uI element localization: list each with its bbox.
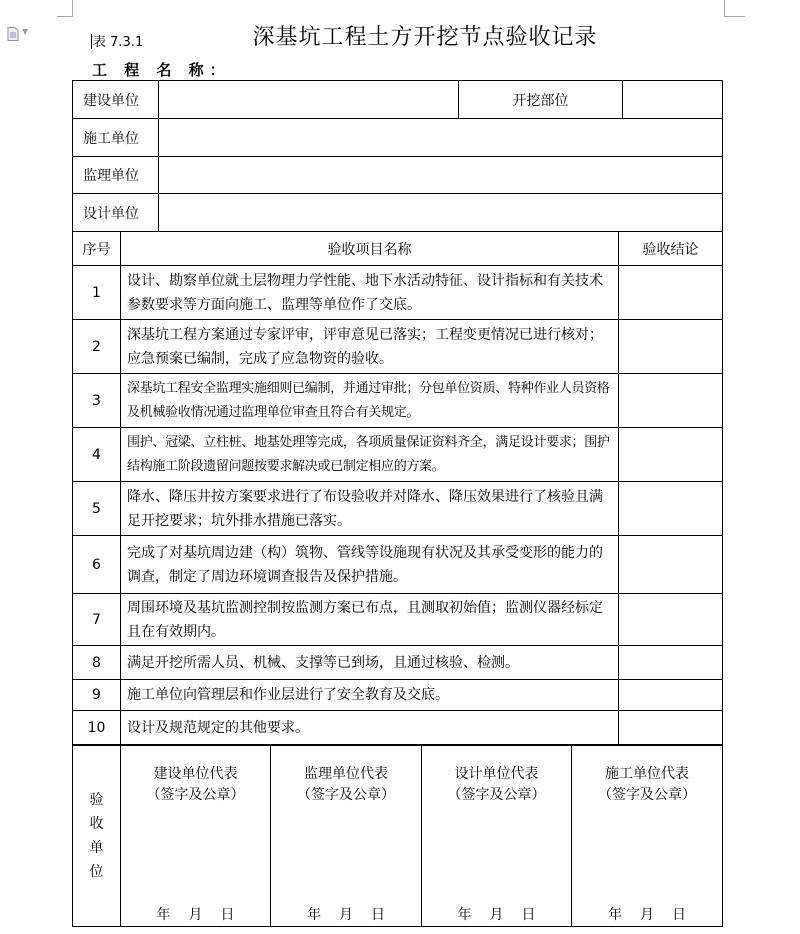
date-day: 日 [521,907,536,923]
table-number-text: 表 7.3.1 [93,35,144,50]
table-row [73,711,723,745]
date-day: 日 [220,907,235,923]
item-result[interactable] [619,536,723,594]
table-row [73,482,723,536]
item-no: 3 [73,374,121,428]
signature-row [73,746,723,927]
item-no: 6 [73,536,121,594]
table-row [73,646,723,680]
excavation-part-label: 开挖部位 [459,81,623,119]
item-text: 满足开挖所需人员、机械、支撑等已到场，且通过核验、检测。 [121,646,619,680]
item-no: 4 [73,428,121,482]
date-day: 日 [371,907,385,923]
signatory-title: 监理单位代表 [304,766,388,782]
item-text: 设计及规范规定的其他要求。 [121,711,619,745]
item-text: 降水、降压井按方案要求进行了布设验收并对降水、降压效果进行了核验且满足开挖要求；坑外排水措施已落实。 [121,482,619,536]
signatory-title: 施工单位代表 [605,766,689,782]
table-row [73,536,723,594]
date-year: 年 [608,907,622,923]
row-construction-unit [73,81,723,119]
signature-table [72,745,723,927]
page-corner-left [57,0,73,17]
item-text: 深基坑工程方案通过专家评审，评审意见已落实；工程变更情况已进行核对；应急预案已编制，完成了应急物资的验收。 [121,320,619,374]
table-row [73,680,723,711]
item-text: 施工单位向管理层和作业层进行了安全教育及交底。 [121,680,619,711]
row-contractor [73,119,723,157]
label-char: 单 [89,840,104,856]
date-day: 日 [672,907,686,923]
item-text: 完成了对基坑周边建（构）筑物、管线等设施现有状况及其承受变形的能力的调查，制定了周边环境调查报告及保护措施。 [121,536,619,594]
column-header-row [73,232,723,266]
signatory-supervisor[interactable] [271,746,422,927]
item-text: 设计、勘察单位就土层物理力学性能、地下水活动特征、设计指标和有关技术参数要求等方面向施工、监理等单位作了交底。 [121,266,619,320]
item-no: 9 [73,680,121,711]
item-text: 周围环境及基坑监测控制按监测方案已布点，且测取初始值；监测仪器经标定且在有效期内。 [121,594,619,646]
table-row [73,428,723,482]
contractor-value[interactable] [159,119,723,157]
col-item-header: 验收项目名称 [121,232,619,266]
text-cursor [91,34,92,49]
page-title: 深基坑工程土方开挖节点验收记录 [252,25,598,50]
date-year: 年 [156,907,171,923]
item-text: 深基坑工程安全监理实施细则已编制，并通过审批；分包单位资质、特种作业人员资格及机械验收情况通过监理单位审查且符合有关规定。 [121,374,619,428]
signature-date [572,904,722,924]
row-designer [73,194,723,232]
date-month: 月 [489,907,504,923]
designer-value[interactable] [159,194,723,232]
signatory-title: 建设单位代表 [153,766,238,782]
signatory-note: （签字及公章） [297,787,395,803]
item-result[interactable] [619,428,723,482]
col-result-header: 验收结论 [619,232,723,266]
label-char: 位 [89,864,104,880]
row-supervisor [73,157,723,194]
table-row [73,266,723,320]
acceptance-unit-label [73,746,121,927]
item-result[interactable] [619,680,723,711]
page-corner-right [724,0,745,17]
item-no: 1 [73,266,121,320]
date-year: 年 [457,907,472,923]
table-row [73,374,723,428]
label-char: 验 [89,792,104,808]
construction-unit-label: 建设单位 [73,81,159,119]
project-name-label: 工 程 名 称： [92,61,231,79]
chevron-down-icon[interactable]: ▼ [22,27,29,36]
item-result[interactable] [619,320,723,374]
item-result[interactable] [619,374,723,428]
item-no: 5 [73,482,121,536]
supervisor-label: 监理单位 [73,157,159,194]
item-no: 10 [73,711,121,745]
signatory-note: （签字及公章） [146,787,245,803]
date-month: 月 [339,907,353,923]
signatory-contractor[interactable] [572,746,723,927]
document-icon[interactable] [7,27,19,41]
table-row [73,320,723,374]
contractor-label: 施工单位 [73,119,159,157]
construction-unit-value[interactable] [159,81,459,119]
item-result[interactable] [619,711,723,745]
date-year: 年 [307,907,321,923]
date-month: 月 [640,907,654,923]
item-no: 2 [73,320,121,374]
item-result[interactable] [619,266,723,320]
item-no: 8 [73,646,121,680]
item-result[interactable] [619,482,723,536]
signature-date [121,904,270,924]
excavation-part-value[interactable] [623,81,723,119]
signatory-note: （签字及公章） [598,787,696,803]
table-row [73,594,723,646]
item-result[interactable] [619,594,723,646]
acceptance-record-table [72,80,723,745]
item-text: 围护、冠梁、立柱桩、地基处理等完成，各项质量保证资料齐全，满足设计要求；围护结构施工阶段遗留问题按要求解决或已制定相应的方案。 [121,428,619,482]
signatory-construction[interactable] [121,746,271,927]
signatory-designer[interactable] [422,746,572,927]
table-number [91,31,143,50]
item-no: 7 [73,594,121,646]
label-char: 收 [89,816,104,832]
signatory-title: 设计单位代表 [454,766,539,782]
designer-label: 设计单位 [73,194,159,232]
signature-date [422,904,571,924]
date-month: 月 [188,907,203,923]
col-no-header: 序号 [73,232,121,266]
signatory-note: （签字及公章） [447,787,546,803]
supervisor-value[interactable] [159,157,723,194]
item-result[interactable] [619,646,723,680]
signature-date [271,904,421,924]
